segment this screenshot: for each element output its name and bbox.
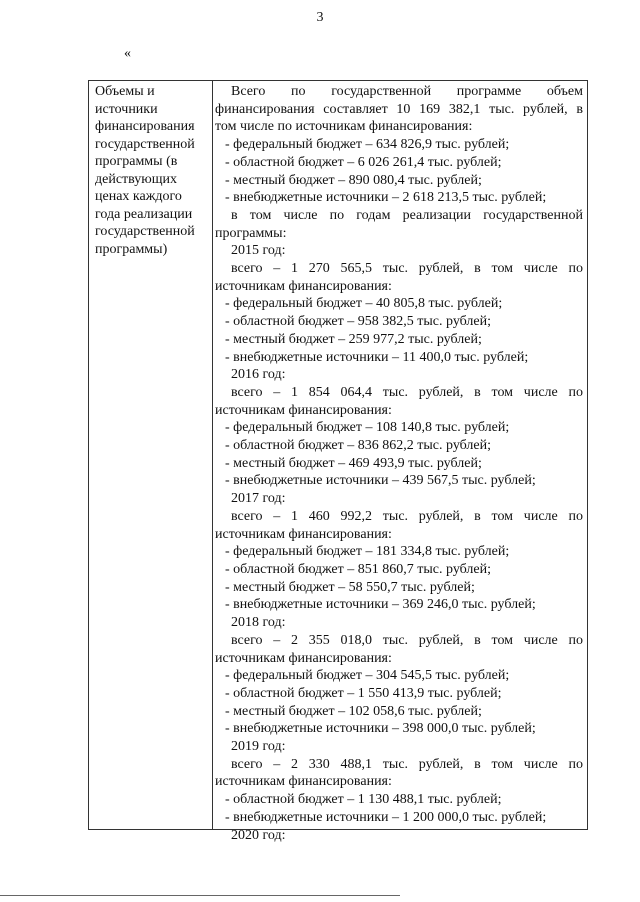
content-line: - внебюджетные источники – 369 246,0 тыс. рублей;: [225, 597, 536, 613]
content-line: Всего по государственной программе объем: [231, 84, 583, 99]
content-line: - местный бюджет – 58 550,7 тыс. рублей;: [225, 579, 475, 595]
content-line: - областной бюджет – 851 860,7 тыс. рублей;: [225, 561, 491, 577]
content-line: источникам финансирования:: [215, 526, 392, 542]
content-line: источникам финансирования:: [215, 774, 392, 790]
content-line: - внебюджетные источники – 2 618 213,5 тыс. рублей;: [225, 190, 547, 206]
content-line: - областной бюджет – 1 550 413,9 тыс. рублей;: [225, 685, 502, 701]
content-line: 2018 год:: [231, 615, 286, 631]
content-line: - местный бюджет – 102 058,6 тыс. рублей;: [225, 703, 482, 719]
content-line: 2019 год:: [231, 739, 286, 755]
content-line: - внебюджетные источники – 398 000,0 тыс. рублей;: [225, 721, 536, 737]
content-line: - областной бюджет – 6 026 261,4 тыс. рублей;: [225, 154, 502, 170]
content-line: - областной бюджет – 958 382,5 тыс. рублей;: [225, 314, 491, 330]
content-line: - областной бюджет – 836 862,2 тыс. рублей;: [225, 438, 491, 454]
content-line: всего – 1 460 992,2 тыс. рублей, в том числе по: [231, 508, 583, 524]
content-line: - федеральный бюджет – 108 140,8 тыс. рублей;: [225, 420, 510, 436]
financing-table: [88, 80, 588, 843]
content-line: в том числе по годам реализации государственной: [231, 207, 583, 223]
content-line: 2016 год:: [231, 367, 286, 383]
content-line: всего – 2 355 018,0 тыс. рублей, в том числе по: [231, 632, 583, 648]
content-line: - местный бюджет – 259 977,2 тыс. рублей;: [225, 331, 482, 347]
content-line: программы:: [215, 225, 287, 241]
content-line: 2017 год:: [231, 491, 286, 507]
content-line: - местный бюджет – 890 080,4 тыс. рублей;: [225, 172, 482, 188]
content-line: - внебюджетные источники – 439 567,5 тыс. рублей;: [225, 473, 536, 489]
content-line: источникам финансирования:: [215, 650, 392, 666]
content-line: источникам финансирования:: [215, 402, 392, 418]
content-line: том числе по источникам финансирования:: [215, 119, 473, 135]
bottom-rule: [0, 895, 400, 896]
page-number: 3: [316, 10, 324, 25]
content-line: всего – 1 270 565,5 тыс. рублей, в том числе по: [231, 261, 583, 277]
content-line: 2020 год:: [231, 827, 286, 843]
content-line: - федеральный бюджет – 634 826,9 тыс. рублей;: [225, 137, 510, 153]
content-line: - областной бюджет – 1 130 488,1 тыс. рублей;: [225, 792, 502, 808]
content-line: источникам финансирования:: [215, 278, 392, 294]
content-line: всего – 2 330 488,1 тыс. рублей, в том числе по: [231, 756, 583, 772]
content-line: 2015 год:: [231, 243, 286, 259]
content-line: финансирования составляет 10 169 382,1 тыс. рублей, в: [215, 101, 583, 117]
content-line: - федеральный бюджет – 40 805,8 тыс. рублей;: [225, 296, 503, 312]
content-line: - федеральный бюджет – 304 545,5 тыс. рублей;: [225, 668, 510, 684]
content-line: - внебюджетные источники – 1 200 000,0 тыс. рублей;: [225, 809, 547, 825]
opening-quote-mark: «: [124, 46, 131, 61]
content-line: - внебюджетные источники – 11 400,0 тыс. рублей;: [225, 349, 529, 365]
content-line: - местный бюджет – 469 493,9 тыс. рублей;: [225, 455, 482, 471]
content-line: всего – 1 854 064,4 тыс. рублей, в том числе по: [231, 384, 583, 400]
content-line: - федеральный бюджет – 181 334,8 тыс. рублей;: [225, 544, 510, 560]
table-content-cell: [215, 83, 583, 844]
table-label-cell: Объемы и источники финансирования государственной программы (в действующих ценах каждого года реализации государственной программы): [89, 81, 213, 829]
